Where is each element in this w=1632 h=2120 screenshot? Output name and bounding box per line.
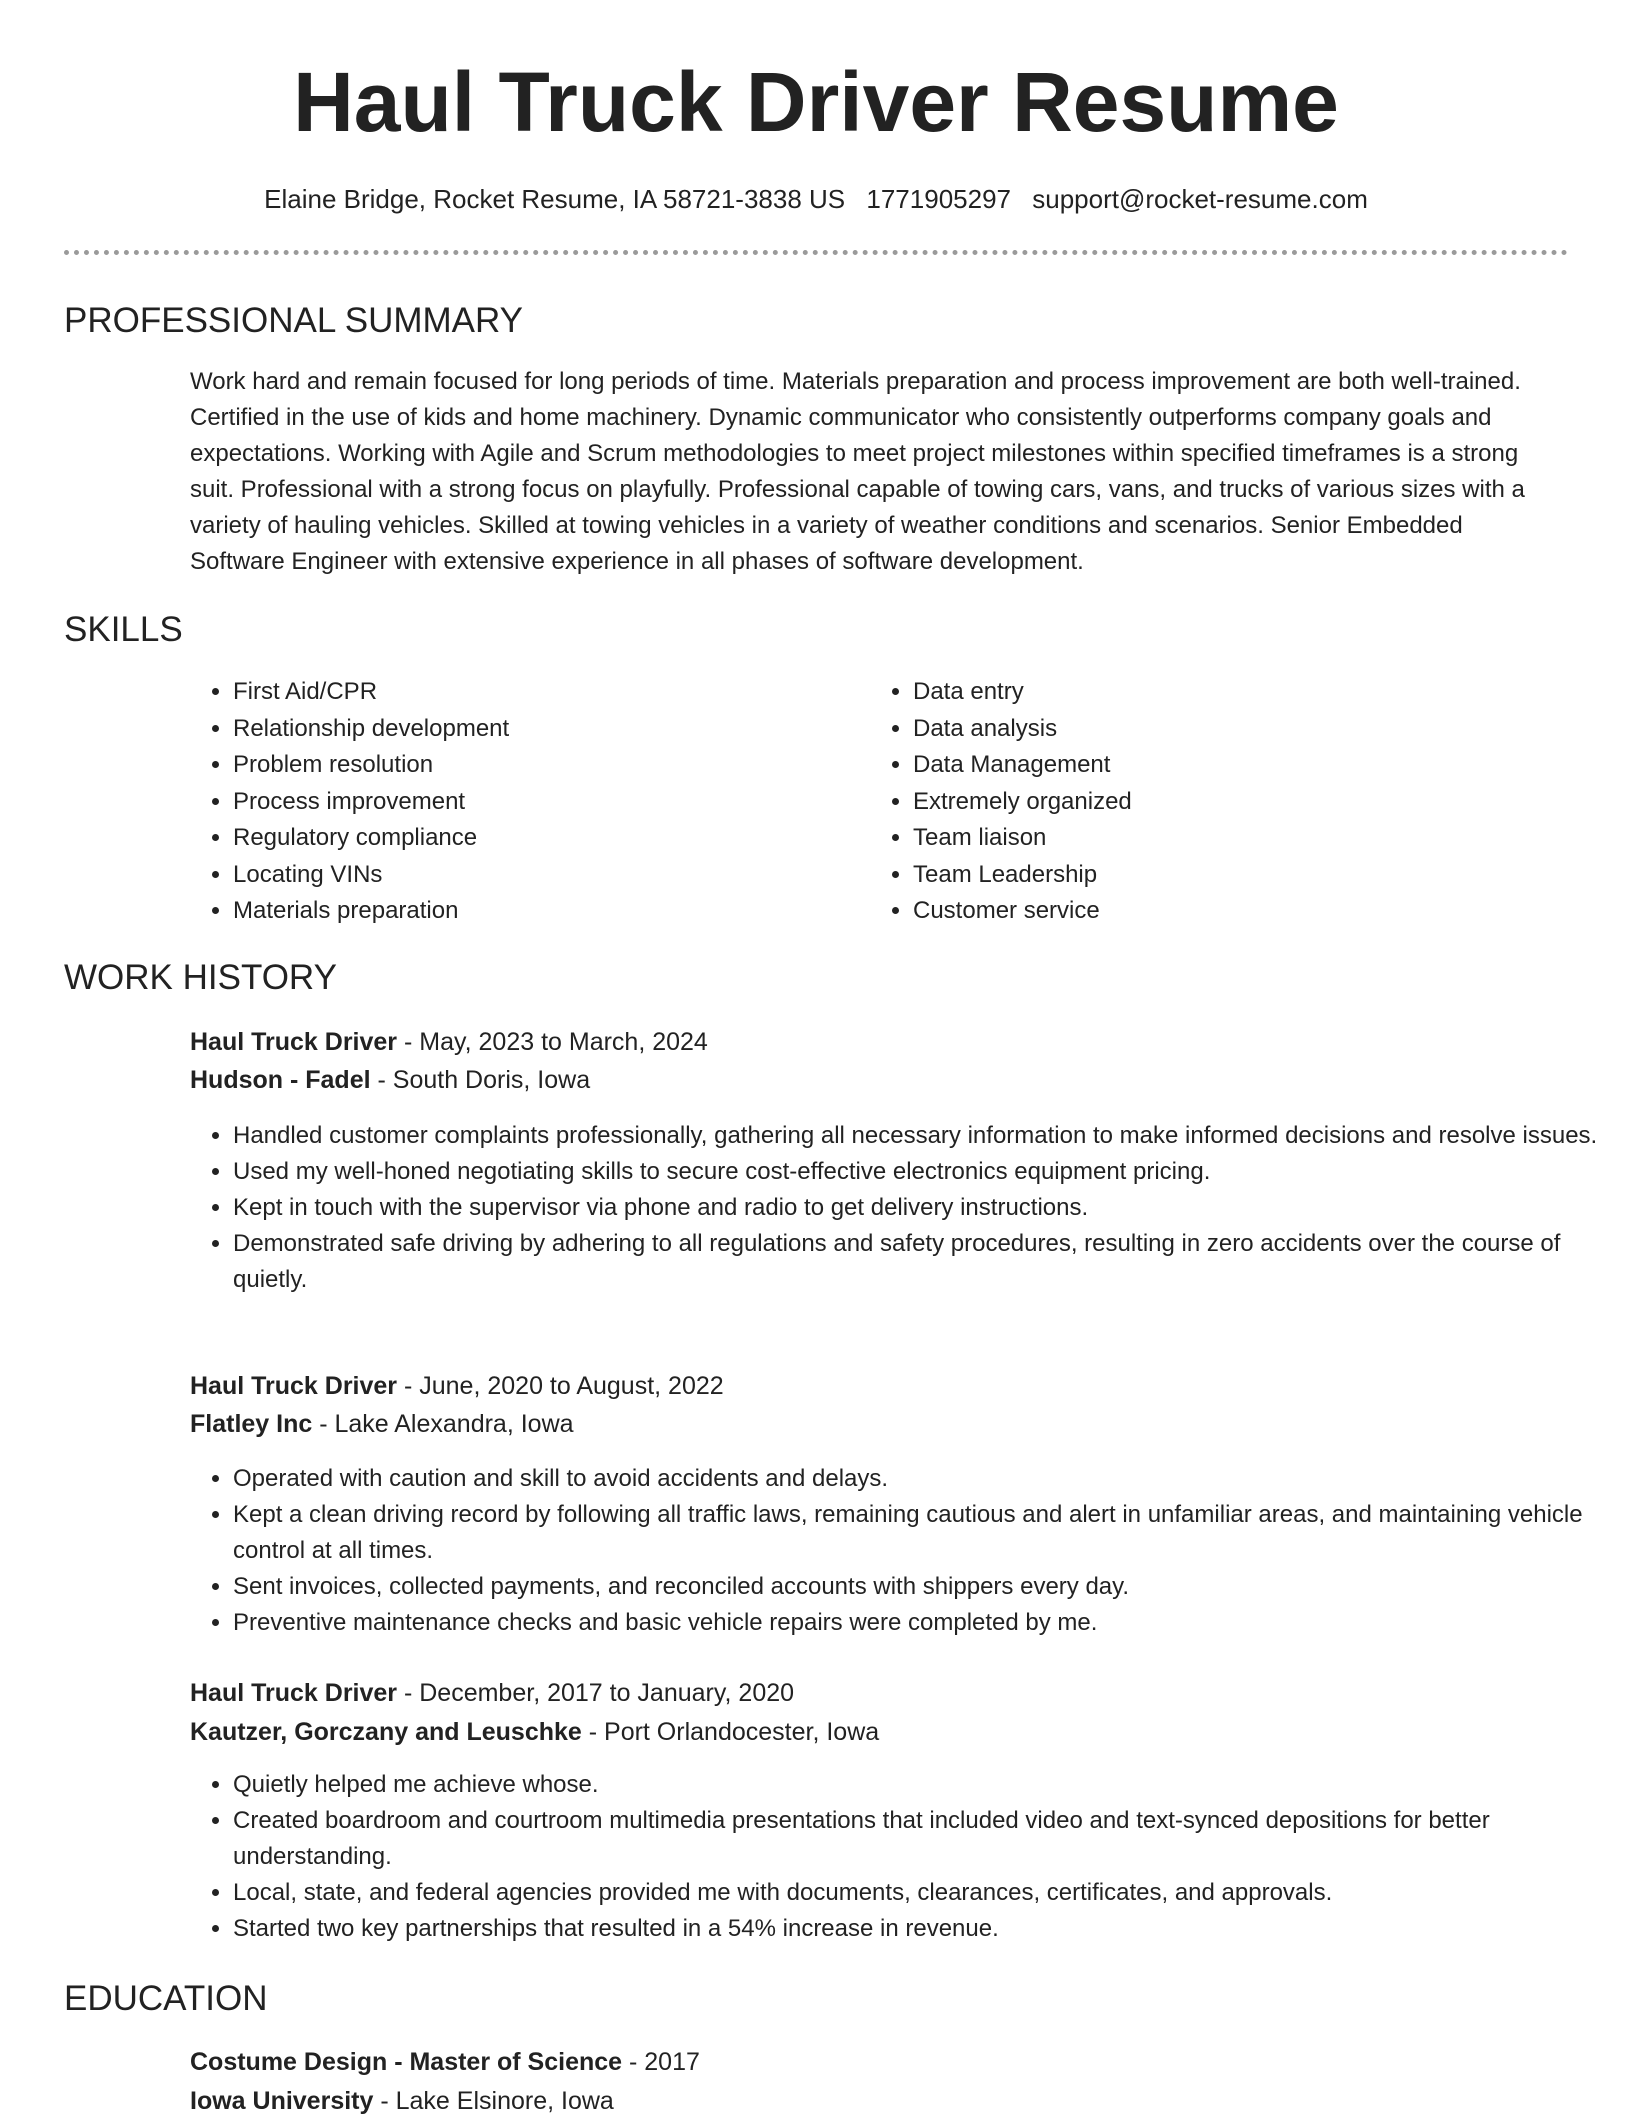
list-item: • Created boardroom and courtroom multimedia presentations that included video and text-synced depositions for better understanding. bbox=[233, 1803, 1603, 1875]
education-school-line bbox=[190, 2082, 614, 2120]
list-item: • Data entry bbox=[913, 674, 1132, 711]
job-title: Haul Truck Driver bbox=[190, 1679, 398, 1707]
education-school: Iowa University bbox=[190, 2087, 374, 2115]
contact-line bbox=[0, 182, 1632, 216]
skills-heading: SKILLS bbox=[64, 610, 183, 649]
education-degree: Costume Design - Master of Science bbox=[190, 2048, 623, 2076]
list-item: • Extremely organized bbox=[913, 784, 1132, 821]
list-item: • Team Leadership bbox=[913, 857, 1132, 894]
job-bullets bbox=[190, 1118, 1603, 1298]
list-item: • Demonstrated safe driving by adhering to all regulations and safety procedures, resulting in zero accidents over the course of quietly. bbox=[233, 1226, 1603, 1298]
list-item: • Customer service bbox=[913, 893, 1132, 930]
job-dates: - December, 2017 to January, 2020 bbox=[397, 1679, 795, 1707]
job-title-line bbox=[190, 1367, 724, 1405]
list-item: • Operated with caution and skill to avoid accidents and delays. bbox=[233, 1461, 1603, 1497]
job-bullets bbox=[190, 1767, 1603, 1947]
list-item: • Preventive maintenance checks and basic vehicle repairs were completed by me. bbox=[233, 1605, 1603, 1641]
job-dates: - May, 2023 to March, 2024 bbox=[397, 1028, 708, 1056]
job-location: - Port Orlandocester, Iowa bbox=[581, 1718, 880, 1746]
list-item: • Relationship development bbox=[233, 711, 509, 748]
list-item: • Team liaison bbox=[913, 820, 1132, 857]
list-item: • Kept in touch with the supervisor via phone and radio to get delivery instructions. bbox=[233, 1190, 1603, 1226]
job-title-line bbox=[190, 1023, 708, 1061]
job-company: Flatley Inc bbox=[190, 1410, 313, 1438]
list-item: • Data analysis bbox=[913, 711, 1132, 748]
list-item: • First Aid/CPR bbox=[233, 674, 509, 711]
education-location: - Lake Elsinore, Iowa bbox=[373, 2087, 614, 2115]
job-dates: - June, 2020 to August, 2022 bbox=[397, 1372, 724, 1400]
job-company: Kautzer, Gorczany and Leuschke bbox=[190, 1718, 582, 1746]
list-item: • Handled customer complaints professionally, gathering all necessary information to make informed decisions and resolve issues. bbox=[233, 1118, 1603, 1154]
education-heading: EDUCATION bbox=[64, 1979, 268, 2018]
job-location: - South Doris, Iowa bbox=[370, 1066, 591, 1094]
page-title: Haul Truck Driver Resume bbox=[293, 55, 1339, 149]
job-title: Haul Truck Driver bbox=[190, 1028, 398, 1056]
work-history-heading: WORK HISTORY bbox=[64, 958, 337, 997]
list-item: • Materials preparation bbox=[233, 893, 509, 930]
list-item: • Sent invoices, collected payments, and reconciled accounts with shippers every day. bbox=[233, 1569, 1603, 1605]
list-item: • Quietly helped me achieve whose. bbox=[233, 1767, 1603, 1803]
skills-list-right bbox=[870, 674, 1132, 930]
education-degree-line bbox=[190, 2043, 700, 2081]
contact-address: Elaine Bridge, Rocket Resume, IA 58721-3838 US bbox=[264, 184, 846, 214]
list-item: • Problem resolution bbox=[233, 747, 509, 784]
education-year: - 2017 bbox=[622, 2048, 700, 2076]
job-location: - Lake Alexandra, Iowa bbox=[312, 1410, 574, 1438]
list-item: • Regulatory compliance bbox=[233, 820, 509, 857]
summary-heading: PROFESSIONAL SUMMARY bbox=[64, 301, 523, 340]
list-item: • Data Management bbox=[913, 747, 1132, 784]
summary-text: Work hard and remain focused for long periods of time. Materials preparation and process improvement are both well-trained. Certified in the use of kids and home machinery. Dynamic communicator who consistently outperforms company goals and expectations. Working with Agile and Scrum methodologies to meet project milestones within specified timeframes is a strong suit. Professional with a strong focus on playfully. Professional capable of towing cars, vans, and trucks of various sizes with a variety of hauling vehicles. Skilled at towing vehicles in a variety of weather conditions and scenarios. Senior Embedded Software Engineer with extensive experience in all phases of software development. bbox=[190, 368, 1525, 575]
contact-email[interactable]: support@rocket-resume.com bbox=[1032, 184, 1368, 214]
job-bullets bbox=[190, 1461, 1603, 1641]
list-item: • Local, state, and federal agencies provided me with documents, clearances, certificates, and approvals. bbox=[233, 1875, 1603, 1911]
list-item: • Locating VINs bbox=[233, 857, 509, 894]
list-item: • Used my well-honed negotiating skills to secure cost-effective electronics equipment pricing. bbox=[233, 1154, 1603, 1190]
job-company: Hudson - Fadel bbox=[190, 1066, 371, 1094]
job-title: Haul Truck Driver bbox=[190, 1372, 398, 1400]
list-item: • Kept a clean driving record by following all traffic laws, remaining cautious and alert in unfamiliar areas, and maintaining vehicle control at all times. bbox=[233, 1497, 1603, 1569]
job-company-line bbox=[190, 1713, 879, 1751]
contact-phone: 1771905297 bbox=[866, 184, 1011, 214]
job-title-line bbox=[190, 1674, 794, 1712]
list-item: • Started two key partnerships that resulted in a 54% increase in revenue. bbox=[233, 1911, 1603, 1947]
list-item: • Process improvement bbox=[233, 784, 509, 821]
skills-list-left bbox=[190, 674, 509, 930]
header-divider bbox=[64, 250, 1568, 255]
job-company-line bbox=[190, 1061, 590, 1099]
job-company-line bbox=[190, 1405, 574, 1443]
